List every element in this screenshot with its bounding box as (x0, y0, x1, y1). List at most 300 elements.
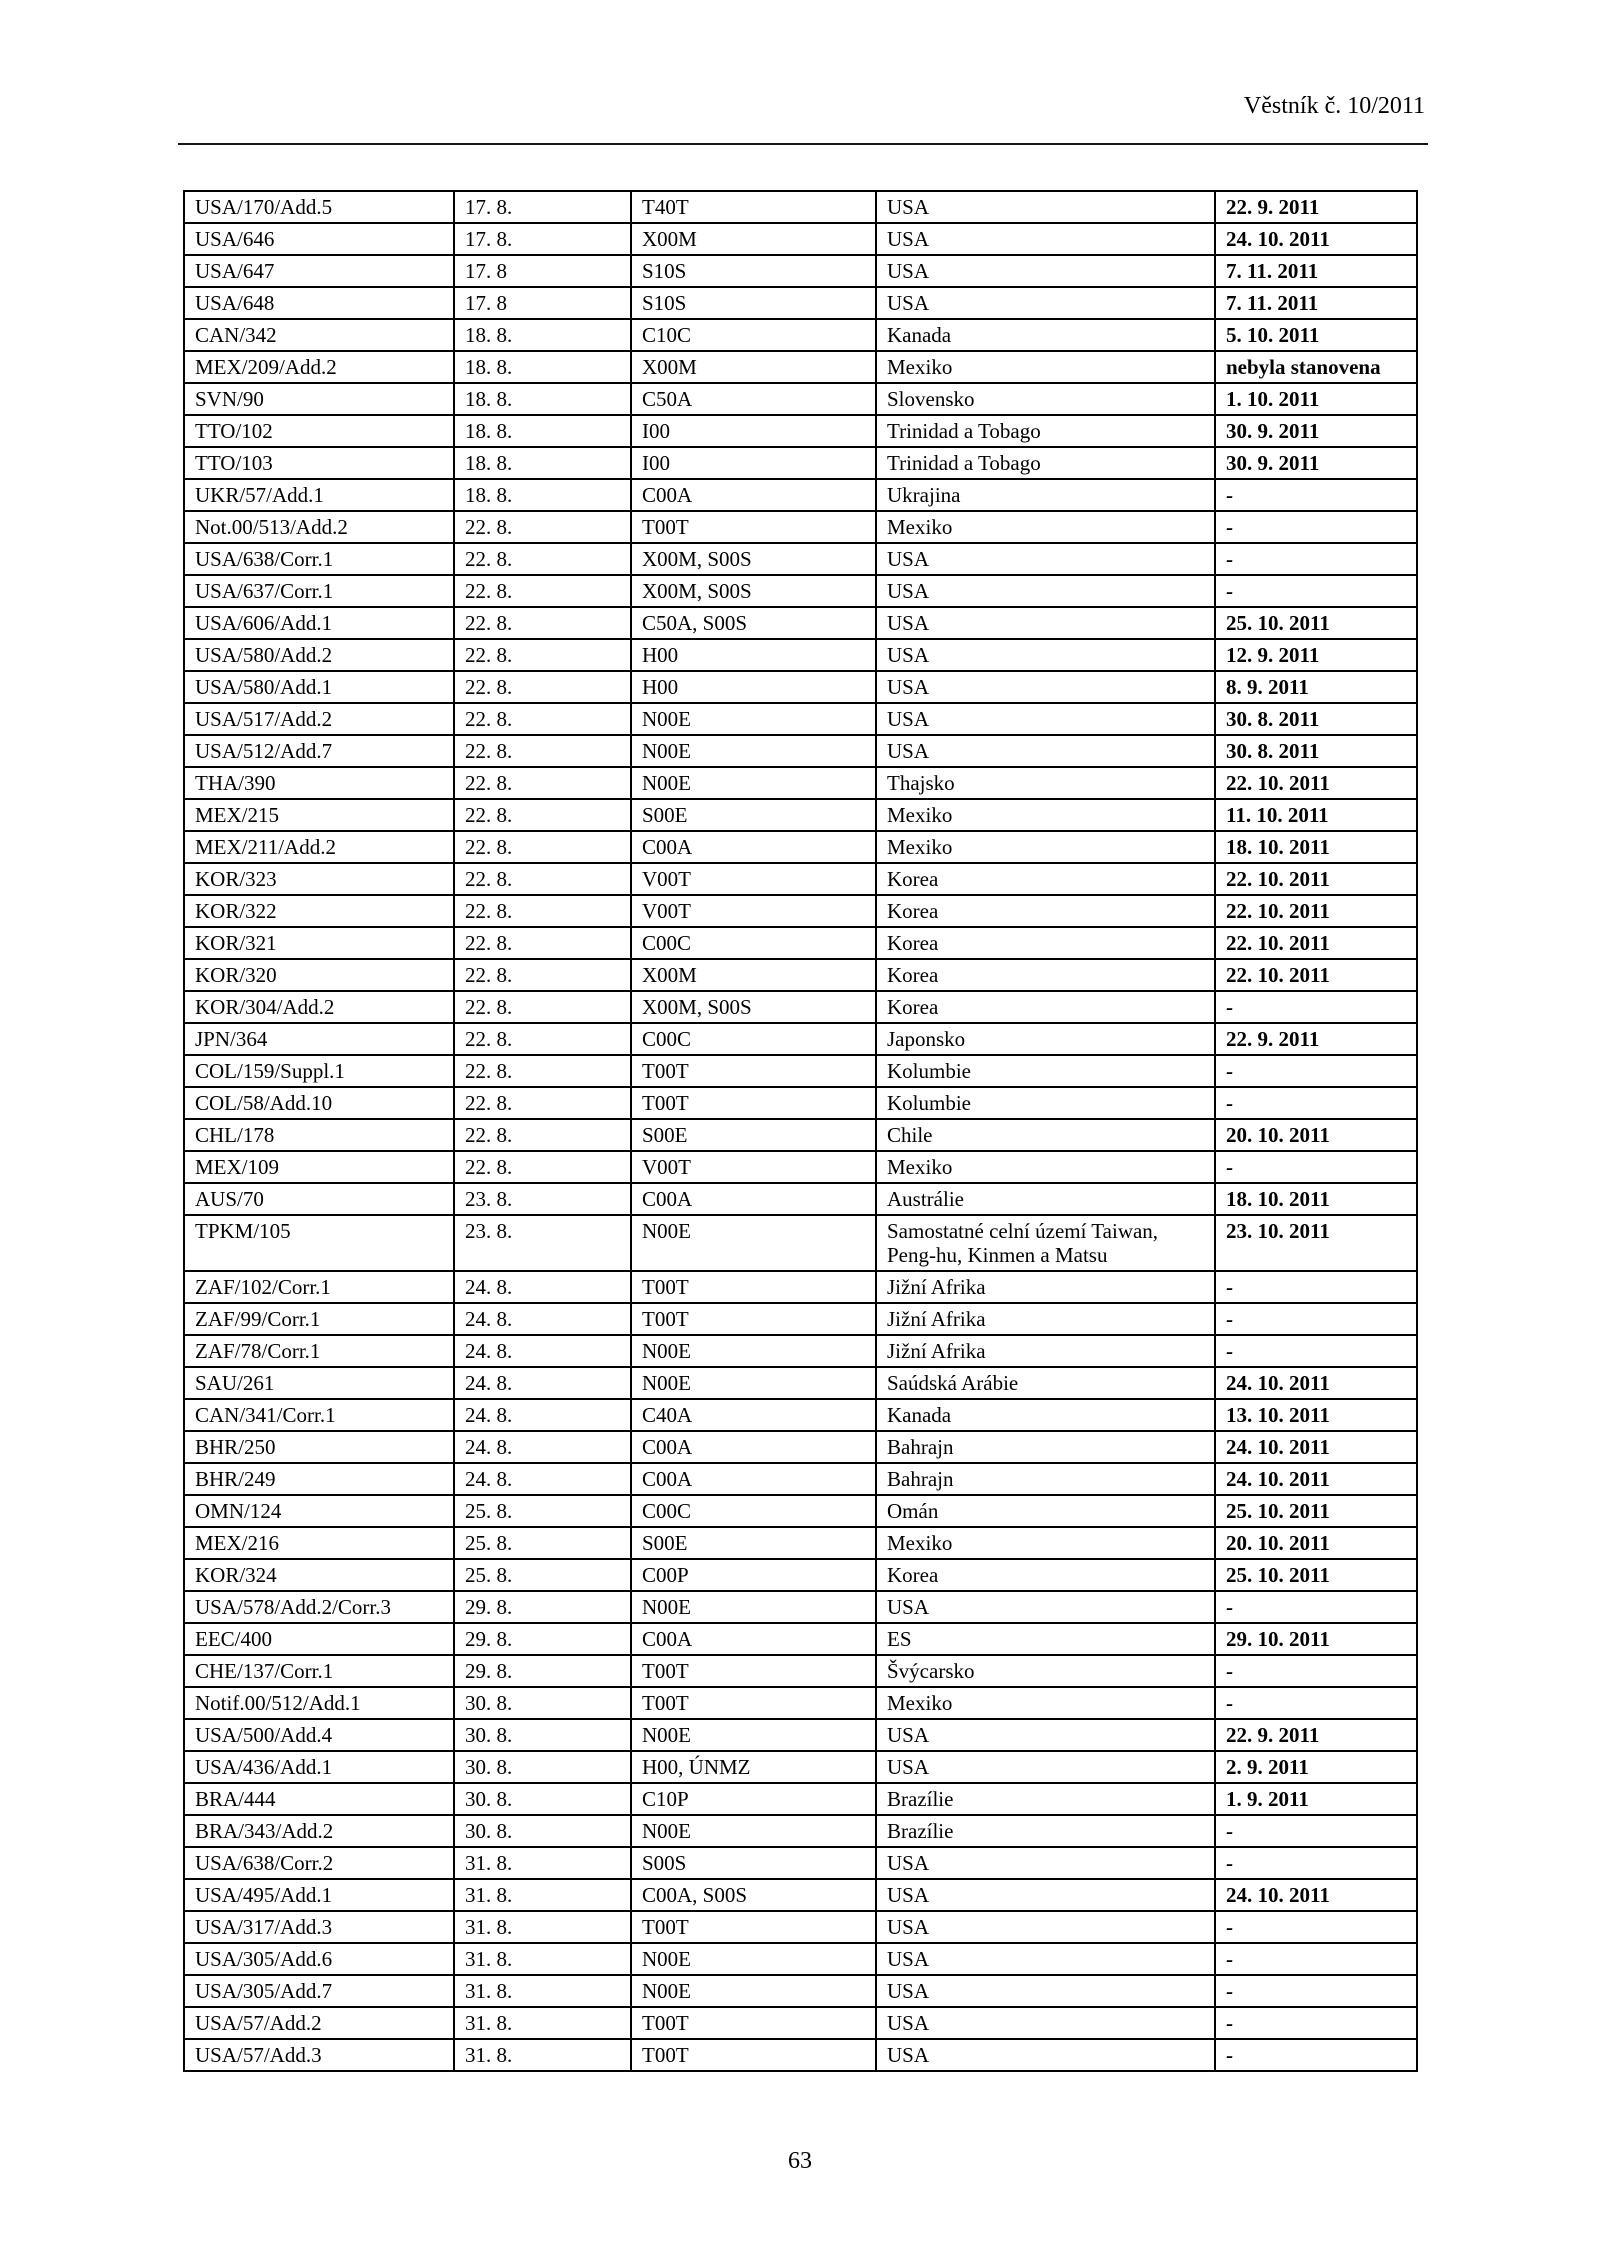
table-row (184, 1815, 1417, 1847)
cell-deadline: - (1215, 1687, 1417, 1719)
cell-country: USA (876, 287, 1215, 319)
cell-type: N00E (631, 1215, 876, 1271)
cell-code: BRA/343/Add.2 (184, 1815, 454, 1847)
cell-code: KOR/322 (184, 895, 454, 927)
cell-code: KOR/304/Add.2 (184, 991, 454, 1023)
cell-type: N00E (631, 1719, 876, 1751)
cell-country: Kanada (876, 319, 1215, 351)
cell-code: USA/578/Add.2/Corr.3 (184, 1591, 454, 1623)
cell-type: C50A (631, 383, 876, 415)
cell-country: Bahrajn (876, 1431, 1215, 1463)
cell-code: Notif.00/512/Add.1 (184, 1687, 454, 1719)
table-row (184, 1943, 1417, 1975)
table-row (184, 831, 1417, 863)
table-row (184, 1367, 1417, 1399)
cell-deadline: - (1215, 1943, 1417, 1975)
cell-type: C00A (631, 1463, 876, 1495)
cell-code: BRA/444 (184, 1783, 454, 1815)
cell-code: ZAF/102/Corr.1 (184, 1271, 454, 1303)
cell-deadline: 30. 8. 2011 (1215, 703, 1417, 735)
cell-deadline: 1. 9. 2011 (1215, 1783, 1417, 1815)
cell-deadline: - (1215, 991, 1417, 1023)
cell-type: T00T (631, 1687, 876, 1719)
cell-deadline: 23. 10. 2011 (1215, 1215, 1417, 1271)
cell-type: X00M (631, 351, 876, 383)
cell-deadline: - (1215, 1087, 1417, 1119)
cell-date: 22. 8. (454, 511, 631, 543)
cell-code: CHE/137/Corr.1 (184, 1655, 454, 1687)
cell-type: N00E (631, 767, 876, 799)
table-row (184, 415, 1417, 447)
cell-date: 22. 8. (454, 831, 631, 863)
cell-date: 22. 8. (454, 863, 631, 895)
cell-type: S00E (631, 1527, 876, 1559)
cell-type: V00T (631, 895, 876, 927)
cell-code: Not.00/513/Add.2 (184, 511, 454, 543)
cell-date: 23. 8. (454, 1215, 631, 1271)
cell-country: USA (876, 543, 1215, 575)
cell-country: USA (876, 575, 1215, 607)
cell-code: KOR/321 (184, 927, 454, 959)
cell-code: CAN/342 (184, 319, 454, 351)
cell-country: Mexiko (876, 351, 1215, 383)
table-row (184, 2007, 1417, 2039)
cell-deadline: 22. 9. 2011 (1215, 1023, 1417, 1055)
cell-deadline: 25. 10. 2011 (1215, 1495, 1417, 1527)
cell-type: S00E (631, 799, 876, 831)
cell-type: T00T (631, 1087, 876, 1119)
cell-type: C00A, S00S (631, 1879, 876, 1911)
cell-deadline: 11. 10. 2011 (1215, 799, 1417, 831)
cell-country: USA (876, 1591, 1215, 1623)
cell-date: 17. 8 (454, 255, 631, 287)
cell-code: COL/58/Add.10 (184, 1087, 454, 1119)
cell-deadline: 7. 11. 2011 (1215, 287, 1417, 319)
cell-date: 29. 8. (454, 1623, 631, 1655)
notifications-table-body (184, 191, 1417, 2071)
table-row (184, 1023, 1417, 1055)
table-row (184, 799, 1417, 831)
cell-code: KOR/323 (184, 863, 454, 895)
cell-code: CAN/341/Corr.1 (184, 1399, 454, 1431)
cell-date: 29. 8. (454, 1591, 631, 1623)
cell-country: Švýcarsko (876, 1655, 1215, 1687)
cell-deadline: 20. 10. 2011 (1215, 1527, 1417, 1559)
cell-code: USA/648 (184, 287, 454, 319)
cell-code: TPKM/105 (184, 1215, 454, 1271)
cell-country: USA (876, 2039, 1215, 2071)
cell-country: Chile (876, 1119, 1215, 1151)
cell-code: USA/638/Corr.2 (184, 1847, 454, 1879)
cell-deadline: 24. 10. 2011 (1215, 223, 1417, 255)
cell-date: 18. 8. (454, 479, 631, 511)
cell-deadline: - (1215, 1055, 1417, 1087)
journal-header: Věstník č. 10/2011 (1243, 93, 1425, 119)
cell-deadline: 20. 10. 2011 (1215, 1119, 1417, 1151)
cell-country: USA (876, 703, 1215, 735)
cell-date: 22. 8. (454, 927, 631, 959)
cell-deadline: 30. 9. 2011 (1215, 415, 1417, 447)
cell-deadline: - (1215, 1271, 1417, 1303)
cell-type: N00E (631, 735, 876, 767)
cell-code: KOR/320 (184, 959, 454, 991)
cell-date: 22. 8. (454, 1087, 631, 1119)
table-row (184, 1527, 1417, 1559)
cell-deadline: nebyla stanovena (1215, 351, 1417, 383)
cell-date: 22. 8. (454, 767, 631, 799)
cell-deadline: - (1215, 575, 1417, 607)
cell-type: V00T (631, 1151, 876, 1183)
cell-type: T00T (631, 1303, 876, 1335)
cell-deadline: 24. 10. 2011 (1215, 1879, 1417, 1911)
cell-type: I00 (631, 447, 876, 479)
cell-code: USA/317/Add.3 (184, 1911, 454, 1943)
cell-country: Austrálie (876, 1183, 1215, 1215)
cell-type: X00M, S00S (631, 543, 876, 575)
table-row (184, 671, 1417, 703)
cell-date: 17. 8. (454, 223, 631, 255)
cell-date: 22. 8. (454, 895, 631, 927)
cell-code: KOR/324 (184, 1559, 454, 1591)
cell-deadline: - (1215, 511, 1417, 543)
cell-type: X00M (631, 959, 876, 991)
cell-type: S10S (631, 287, 876, 319)
table-row (184, 1151, 1417, 1183)
cell-country: USA (876, 223, 1215, 255)
cell-date: 24. 8. (454, 1463, 631, 1495)
cell-code: MEX/109 (184, 1151, 454, 1183)
table-row (184, 1911, 1417, 1943)
cell-country: USA (876, 1879, 1215, 1911)
table-row (184, 351, 1417, 383)
table-row (184, 255, 1417, 287)
cell-country: Saúdská Arábie (876, 1367, 1215, 1399)
cell-date: 22. 8. (454, 607, 631, 639)
cell-deadline: 25. 10. 2011 (1215, 607, 1417, 639)
cell-country: Mexiko (876, 799, 1215, 831)
cell-type: T00T (631, 2039, 876, 2071)
cell-type: T00T (631, 1655, 876, 1687)
table-row (184, 863, 1417, 895)
table-row (184, 543, 1417, 575)
cell-date: 24. 8. (454, 1303, 631, 1335)
table-row (184, 767, 1417, 799)
cell-country: Ukrajina (876, 479, 1215, 511)
table-row (184, 1399, 1417, 1431)
cell-type: C00A (631, 1431, 876, 1463)
table-row (184, 1975, 1417, 2007)
cell-date: 22. 8. (454, 1023, 631, 1055)
cell-country: Kanada (876, 1399, 1215, 1431)
cell-deadline: 24. 10. 2011 (1215, 1463, 1417, 1495)
cell-date: 18. 8. (454, 319, 631, 351)
cell-code: TTO/102 (184, 415, 454, 447)
table-row (184, 1623, 1417, 1655)
cell-code: UKR/57/Add.1 (184, 479, 454, 511)
cell-date: 25. 8. (454, 1527, 631, 1559)
cell-type: V00T (631, 863, 876, 895)
cell-deadline: 8. 9. 2011 (1215, 671, 1417, 703)
cell-code: USA/580/Add.2 (184, 639, 454, 671)
cell-date: 18. 8. (454, 351, 631, 383)
cell-type: N00E (631, 1943, 876, 1975)
cell-type: H00, ÚNMZ (631, 1751, 876, 1783)
cell-code: THA/390 (184, 767, 454, 799)
cell-date: 30. 8. (454, 1751, 631, 1783)
cell-deadline: - (1215, 479, 1417, 511)
table-row (184, 1183, 1417, 1215)
cell-country: USA (876, 1847, 1215, 1879)
cell-deadline: 29. 10. 2011 (1215, 1623, 1417, 1655)
cell-country: Jižní Afrika (876, 1271, 1215, 1303)
cell-type: T40T (631, 191, 876, 223)
cell-date: 18. 8. (454, 447, 631, 479)
cell-deadline: 22. 9. 2011 (1215, 191, 1417, 223)
table-row (184, 1495, 1417, 1527)
cell-code: BHR/250 (184, 1431, 454, 1463)
cell-code: USA/495/Add.1 (184, 1879, 454, 1911)
cell-country: Brazílie (876, 1815, 1215, 1847)
cell-country: USA (876, 1943, 1215, 1975)
table-row (184, 1303, 1417, 1335)
cell-deadline: - (1215, 543, 1417, 575)
cell-type: T00T (631, 1055, 876, 1087)
cell-type: X00M, S00S (631, 575, 876, 607)
cell-code: MEX/209/Add.2 (184, 351, 454, 383)
cell-type: N00E (631, 1815, 876, 1847)
cell-code: SAU/261 (184, 1367, 454, 1399)
cell-code: USA/170/Add.5 (184, 191, 454, 223)
cell-date: 22. 8. (454, 799, 631, 831)
cell-country: USA (876, 607, 1215, 639)
page-number: 63 (788, 2148, 812, 2174)
cell-deadline: - (1215, 1815, 1417, 1847)
cell-type: C50A, S00S (631, 607, 876, 639)
cell-date: 22. 8. (454, 671, 631, 703)
cell-country: USA (876, 1719, 1215, 1751)
table-row (184, 1559, 1417, 1591)
cell-type: X00M (631, 223, 876, 255)
cell-deadline: - (1215, 1975, 1417, 2007)
cell-date: 30. 8. (454, 1815, 631, 1847)
cell-deadline: - (1215, 1911, 1417, 1943)
cell-code: USA/637/Corr.1 (184, 575, 454, 607)
cell-country: Brazílie (876, 1783, 1215, 1815)
cell-deadline: 18. 10. 2011 (1215, 831, 1417, 863)
cell-type: C00A (631, 1183, 876, 1215)
cell-country: Jižní Afrika (876, 1335, 1215, 1367)
cell-code: USA/57/Add.3 (184, 2039, 454, 2071)
cell-type: T00T (631, 511, 876, 543)
cell-type: C00A (631, 1623, 876, 1655)
cell-country: Mexiko (876, 1151, 1215, 1183)
cell-deadline: - (1215, 2007, 1417, 2039)
cell-date: 31. 8. (454, 1847, 631, 1879)
table-row (184, 1055, 1417, 1087)
cell-deadline: 30. 8. 2011 (1215, 735, 1417, 767)
cell-type: S00S (631, 1847, 876, 1879)
cell-code: USA/606/Add.1 (184, 607, 454, 639)
cell-code: COL/159/Suppl.1 (184, 1055, 454, 1087)
cell-type: T00T (631, 1271, 876, 1303)
cell-date: 30. 8. (454, 1687, 631, 1719)
cell-country: ES (876, 1623, 1215, 1655)
cell-deadline: 7. 11. 2011 (1215, 255, 1417, 287)
cell-deadline: 22. 10. 2011 (1215, 927, 1417, 959)
cell-date: 29. 8. (454, 1655, 631, 1687)
table-row (184, 1751, 1417, 1783)
cell-country: Mexiko (876, 1687, 1215, 1719)
table-row (184, 959, 1417, 991)
cell-country: Trinidad a Tobago (876, 415, 1215, 447)
cell-date: 24. 8. (454, 1367, 631, 1399)
table-row (184, 735, 1417, 767)
cell-country: Jižní Afrika (876, 1303, 1215, 1335)
cell-type: N00E (631, 703, 876, 735)
cell-country: Thajsko (876, 767, 1215, 799)
cell-date: 22. 8. (454, 639, 631, 671)
cell-country: Korea (876, 959, 1215, 991)
table-row (184, 927, 1417, 959)
cell-type: C00C (631, 1023, 876, 1055)
cell-type: T00T (631, 2007, 876, 2039)
cell-code: MEX/215 (184, 799, 454, 831)
cell-deadline: - (1215, 1591, 1417, 1623)
cell-type: N00E (631, 1367, 876, 1399)
cell-deadline: 13. 10. 2011 (1215, 1399, 1417, 1431)
cell-country: Kolumbie (876, 1087, 1215, 1119)
cell-country: USA (876, 639, 1215, 671)
cell-deadline: 25. 10. 2011 (1215, 1559, 1417, 1591)
table-row (184, 447, 1417, 479)
cell-type: C40A (631, 1399, 876, 1431)
cell-deadline: 24. 10. 2011 (1215, 1367, 1417, 1399)
cell-country: USA (876, 2007, 1215, 2039)
cell-code: JPN/364 (184, 1023, 454, 1055)
cell-country: Mexiko (876, 1527, 1215, 1559)
cell-code: BHR/249 (184, 1463, 454, 1495)
cell-date: 24. 8. (454, 1271, 631, 1303)
cell-type: X00M, S00S (631, 991, 876, 1023)
cell-deadline: - (1215, 1151, 1417, 1183)
cell-code: SVN/90 (184, 383, 454, 415)
cell-country: USA (876, 671, 1215, 703)
cell-country: Mexiko (876, 831, 1215, 863)
cell-date: 22. 8. (454, 1151, 631, 1183)
cell-deadline: - (1215, 1303, 1417, 1335)
cell-type: H00 (631, 639, 876, 671)
table-row (184, 223, 1417, 255)
cell-country: Korea (876, 895, 1215, 927)
cell-deadline: - (1215, 1335, 1417, 1367)
table-row (184, 607, 1417, 639)
cell-type: N00E (631, 1335, 876, 1367)
cell-type: C00A (631, 831, 876, 863)
cell-deadline: 30. 9. 2011 (1215, 447, 1417, 479)
cell-date: 22. 8. (454, 1119, 631, 1151)
cell-date: 22. 8. (454, 703, 631, 735)
cell-date: 22. 8. (454, 543, 631, 575)
cell-date: 22. 8. (454, 959, 631, 991)
cell-code: USA/580/Add.1 (184, 671, 454, 703)
cell-date: 25. 8. (454, 1495, 631, 1527)
cell-date: 22. 8. (454, 575, 631, 607)
cell-country: Slovensko (876, 383, 1215, 415)
cell-country: USA (876, 191, 1215, 223)
table-row (184, 1719, 1417, 1751)
cell-code: USA/305/Add.7 (184, 1975, 454, 2007)
header-rule (178, 143, 1428, 145)
cell-date: 17. 8 (454, 287, 631, 319)
table-row (184, 479, 1417, 511)
cell-country: USA (876, 255, 1215, 287)
table-row (184, 1431, 1417, 1463)
cell-type: C10C (631, 319, 876, 351)
table-row (184, 191, 1417, 223)
cell-type: C00C (631, 927, 876, 959)
cell-type: S00E (631, 1119, 876, 1151)
cell-code: ZAF/78/Corr.1 (184, 1335, 454, 1367)
table-row (184, 2039, 1417, 2071)
cell-date: 25. 8. (454, 1559, 631, 1591)
cell-code: ZAF/99/Corr.1 (184, 1303, 454, 1335)
cell-type: S10S (631, 255, 876, 287)
cell-country: Omán (876, 1495, 1215, 1527)
cell-deadline: - (1215, 1655, 1417, 1687)
cell-country: Kolumbie (876, 1055, 1215, 1087)
cell-type: T00T (631, 1911, 876, 1943)
table-row (184, 383, 1417, 415)
cell-type: N00E (631, 1975, 876, 2007)
cell-date: 24. 8. (454, 1431, 631, 1463)
cell-code: EEC/400 (184, 1623, 454, 1655)
table-row (184, 991, 1417, 1023)
table-row (184, 1879, 1417, 1911)
cell-code: MEX/216 (184, 1527, 454, 1559)
table-row (184, 1271, 1417, 1303)
cell-country: USA (876, 1975, 1215, 2007)
cell-code: AUS/70 (184, 1183, 454, 1215)
cell-code: USA/638/Corr.1 (184, 543, 454, 575)
table-row (184, 895, 1417, 927)
cell-date: 30. 8. (454, 1783, 631, 1815)
cell-country: USA (876, 1911, 1215, 1943)
cell-date: 24. 8. (454, 1399, 631, 1431)
cell-code: USA/57/Add.2 (184, 2007, 454, 2039)
cell-country: USA (876, 1751, 1215, 1783)
cell-date: 31. 8. (454, 2007, 631, 2039)
cell-date: 31. 8. (454, 2039, 631, 2071)
table-row (184, 1591, 1417, 1623)
cell-country: Trinidad a Tobago (876, 447, 1215, 479)
cell-date: 31. 8. (454, 1975, 631, 2007)
table-row (184, 287, 1417, 319)
table-row (184, 511, 1417, 543)
table-row (184, 639, 1417, 671)
cell-date: 22. 8. (454, 735, 631, 767)
table-row (184, 1087, 1417, 1119)
cell-deadline: 18. 10. 2011 (1215, 1183, 1417, 1215)
cell-deadline: 12. 9. 2011 (1215, 639, 1417, 671)
cell-code: USA/436/Add.1 (184, 1751, 454, 1783)
table-row (184, 1119, 1417, 1151)
cell-code: USA/305/Add.6 (184, 1943, 454, 1975)
notifications-table (183, 190, 1418, 2072)
cell-deadline: 22. 10. 2011 (1215, 863, 1417, 895)
cell-country: Korea (876, 863, 1215, 895)
cell-code: USA/646 (184, 223, 454, 255)
cell-type: N00E (631, 1591, 876, 1623)
